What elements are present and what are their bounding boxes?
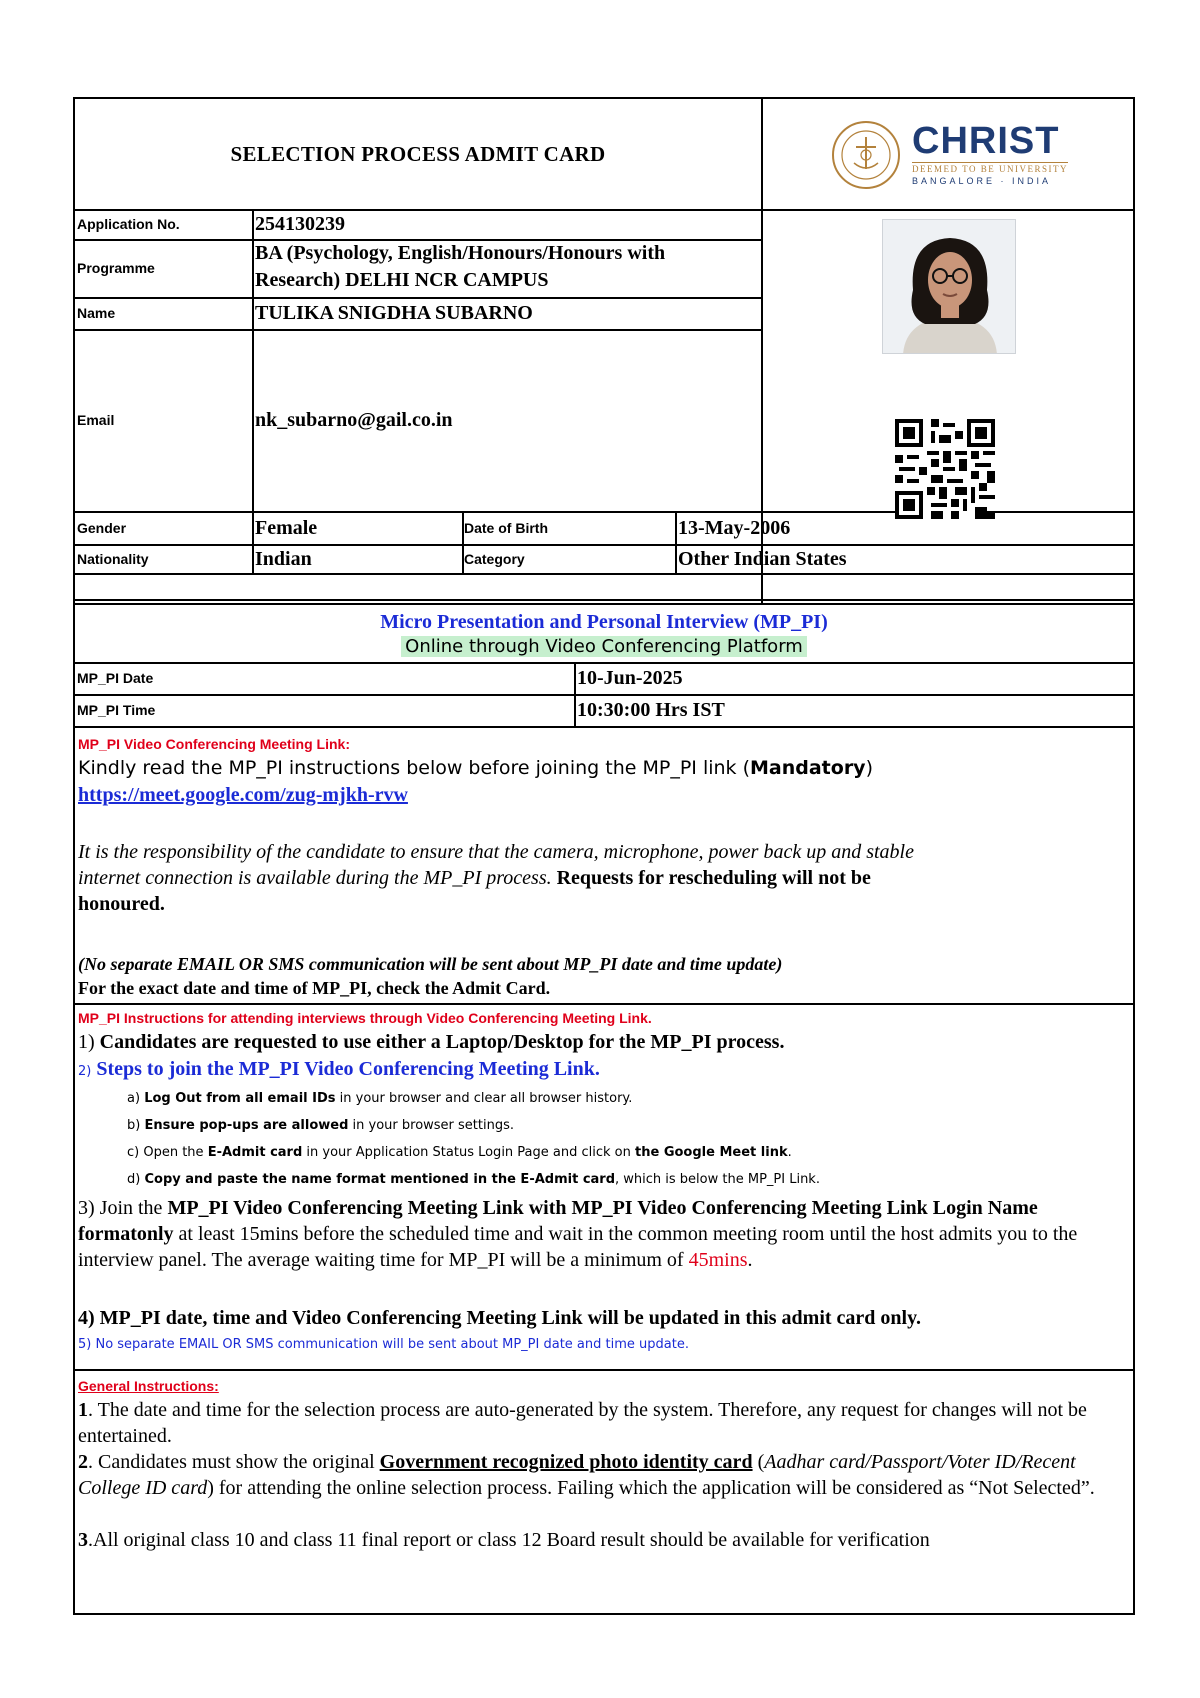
general-2 [78, 1449, 1130, 1501]
step-b [127, 1117, 514, 1135]
step-a-rest: in your browser and clear all browser history. [339, 1091, 633, 1106]
general-3-num: 3 [78, 1529, 88, 1551]
general-2-bold: Government recognized photo identity card [379, 1451, 753, 1473]
step-b-prefix: b) [127, 1118, 141, 1133]
mp-pi-time-value: 10:30:00 Hrs IST [577, 699, 725, 721]
instruction-3 [78, 1195, 1130, 1273]
instruction-3-bold: MP_PI Video Conferencing Meeting Link with MP_PI Video Conferencing Meeting Link Login Name formatonly [78, 1197, 1038, 1245]
step-c-prefix: c) Open the [127, 1145, 204, 1160]
general-2-italic: Aadhar card/Passport/Voter ID/Recent College ID card [78, 1451, 1076, 1499]
general-heading [78, 1377, 1130, 1395]
link-heading-text: MP_PI Video Conferencing Meeting Link: [78, 736, 350, 752]
general-1 [78, 1397, 1130, 1449]
step-b-rest: in your browser settings. [352, 1118, 514, 1133]
university-logo [765, 107, 1133, 202]
step-a-prefix: a) [127, 1091, 141, 1106]
instruction-5-text: 5) No separate EMAIL OR SMS communication will be sent about MP_PI date and time update. [78, 1337, 689, 1352]
category-label: Category [464, 550, 525, 567]
responsibility-note [78, 839, 1130, 917]
nationality-label: Nationality [77, 550, 149, 567]
instruction-1-num: 1) [78, 1031, 95, 1053]
christ-seal-icon [830, 119, 902, 191]
resp-line-2: internet connection is available during the MP_PI process. [78, 867, 552, 889]
instruction-3-rest: at least 15mins before the scheduled time and wait in the common meeting room until the host admits you to the interview panel. The average waiting time for MP_PI will be a minimum of [78, 1223, 1078, 1271]
read-instructions-line [78, 755, 1130, 781]
general-2-c: ) for attending the online selection process. Failing which the application will be considered as “Not Selected”. [207, 1477, 1095, 1499]
mp-pi-date-value: 10-Jun-2025 [577, 667, 683, 689]
mp-pi-subtitle: Online through Video Conferencing Platform [401, 636, 807, 657]
programme-value [255, 240, 761, 296]
application-no-label: Application No. [77, 216, 180, 232]
read-mandatory: Mandatory [750, 757, 866, 779]
meeting-link[interactable]: https://meet.google.com/zug-mjkh-rvw [78, 784, 408, 806]
step-c-end: . [787, 1145, 792, 1160]
step-c [127, 1144, 792, 1162]
read-prefix: Kindly read the MP_PI instructions below before joining the MP_PI link ( [78, 757, 750, 779]
step-d-rest: , which is below the MP_PI Link. [615, 1172, 820, 1187]
mp-pi-time-label: MP_PI Time [77, 702, 156, 718]
gender-value: Female [255, 516, 318, 539]
logo-location: BANGALORE · INDIA [912, 176, 1052, 186]
instruction-1 [78, 1029, 1130, 1055]
category-value: Other Indian States [678, 547, 847, 570]
general-2-a: . Candidates must show the original [88, 1451, 375, 1473]
divider [75, 1003, 1135, 1005]
application-no-value: 254130239 [255, 213, 345, 235]
divider [75, 599, 1135, 601]
read-suffix: ) [865, 757, 873, 779]
instructions-heading-text: MP_PI Instructions for attending interviews through Video Conferencing Meeting Link. [78, 1010, 652, 1026]
exact-date-note: For the exact date and time of MP_PI, check the Admit Card. [78, 978, 551, 998]
divider [75, 1369, 1135, 1371]
mp-pi-title: Micro Presentation and Personal Interview (MP_PI) [380, 611, 828, 633]
divider [75, 573, 1135, 575]
mp-pi-header [75, 603, 1133, 661]
instruction-1-text: Candidates are requested to use either a Laptop/Desktop for the MP_PI process. [99, 1031, 785, 1053]
logo-name: CHRIST [912, 120, 1060, 162]
dob-value: 13-May-2006 [678, 516, 791, 539]
general-2-b: ( [757, 1451, 765, 1473]
dob-label: Date of Birth [464, 519, 548, 536]
step-a-bold: Log Out from all email IDs [144, 1091, 336, 1106]
instruction-2-num: 2) [78, 1064, 92, 1079]
name-value: TULIKA SNIGDHA SUBARNO [255, 302, 533, 324]
admit-card [73, 97, 1135, 1615]
programme-label: Programme [77, 260, 155, 276]
mp-pi-date-label: MP_PI Date [77, 670, 154, 686]
gender-label: Gender [77, 519, 127, 536]
resp-bold: Requests for rescheduling will not be [556, 867, 871, 889]
programme-line-1: BA (Psychology, English/Honours/Honours with [255, 242, 666, 264]
step-d-prefix: d) [127, 1172, 141, 1187]
step-a [127, 1090, 632, 1108]
logo-text [912, 120, 1068, 186]
step-c-mid: in your Application Status Login Page and click on [306, 1145, 631, 1160]
step-d-bold: Copy and paste the name format mentioned in the E-Admit card [144, 1172, 616, 1187]
step-c-bold-2: the Google Meet link [635, 1145, 788, 1160]
resp-bold-2: honoured. [78, 893, 165, 915]
programme-line-2: Research) DELHI NCR CAMPUS [255, 269, 549, 291]
applicant-photo [882, 219, 1016, 354]
no-sms-note: (No separate EMAIL OR SMS communication will be sent about MP_PI date and time update) [78, 954, 783, 974]
instruction-4 [78, 1305, 1130, 1331]
meeting-link-row [78, 782, 1130, 808]
email-value: nk_subarno@gail.co.in [255, 409, 453, 431]
general-1-text: . The date and time for the selection process are auto-generated by the system. Therefore, any request for changes will not be entertained. [78, 1399, 1087, 1447]
link-heading [78, 735, 1130, 753]
sms-note-block [78, 952, 1130, 1000]
general-2-num: 2 [78, 1451, 88, 1473]
instruction-2 [78, 1056, 1130, 1082]
instruction-4-text: 4) MP_PI date, time and Video Conferencing Meeting Link will be updated in this admit card only. [78, 1307, 921, 1329]
step-b-bold: Ensure pop-ups are allowed [144, 1118, 349, 1133]
general-heading-text: General Instructions: [78, 1378, 219, 1394]
logo-tagline: DEEMED TO BE UNIVERSITY [912, 164, 1068, 174]
instruction-2-text: Steps to join the MP_PI Video Conferencing Meeting Link. [96, 1058, 600, 1080]
instructions-heading [78, 1009, 1130, 1027]
step-c-bold-1: E-Admit card [207, 1145, 303, 1160]
card-title: SELECTION PROCESS ADMIT CARD [230, 141, 606, 166]
instruction-3-num: 3) Join the [78, 1197, 163, 1219]
step-d [127, 1171, 820, 1189]
applicant-photo-image [883, 220, 1016, 354]
nationality-value: Indian [255, 547, 312, 570]
divider [75, 726, 1135, 728]
instruction-3-end: . [747, 1249, 753, 1271]
instruction-5 [78, 1335, 1130, 1355]
resp-line-1: It is the responsibility of the candidate to ensure that the camera, microphone, power back up and stable [78, 841, 914, 863]
name-label: Name [77, 305, 116, 321]
general-3-text: .All original class 10 and class 11 final report or class 12 Board result should be available for verification [88, 1529, 930, 1551]
email-label: Email [77, 412, 115, 428]
instruction-3-wait: 45mins [688, 1249, 748, 1271]
general-1-num: 1 [78, 1399, 88, 1421]
qr-code-icon [895, 419, 995, 519]
general-3 [78, 1527, 1130, 1553]
